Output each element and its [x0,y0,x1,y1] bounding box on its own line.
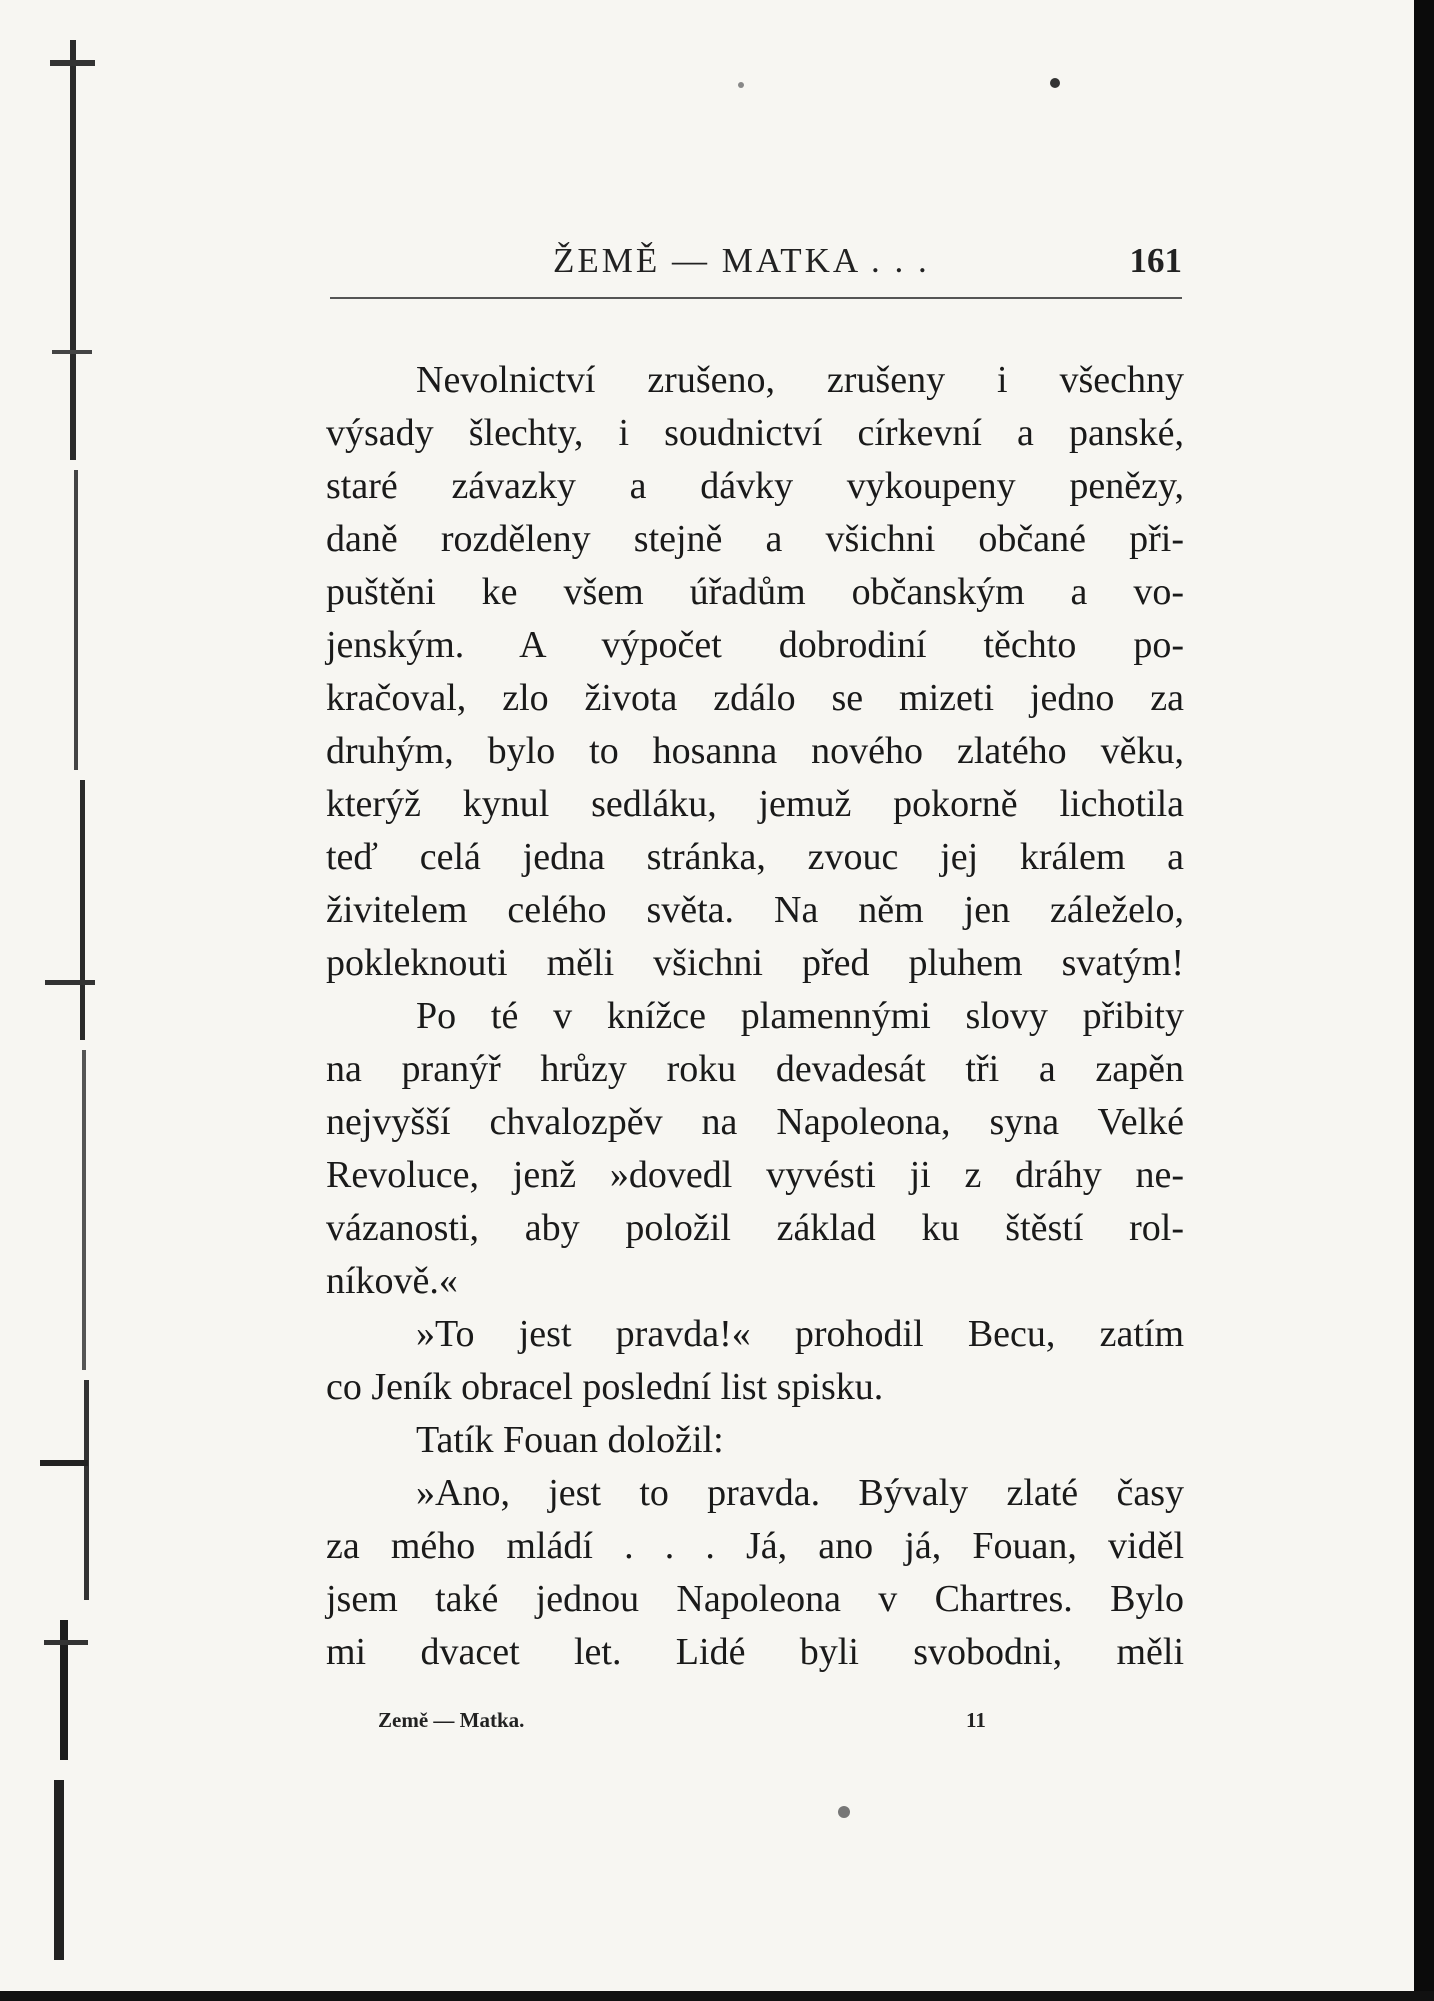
text-line: mi dvacet let. Lidé byli svobodni, měli [326,1631,1184,1673]
text-line: Nevolnictví zrušeno, zrušeny i všechny [416,359,1184,401]
text-line: za mého mládí . . . Já, ano já, Fouan, viděl [326,1525,1184,1567]
text-line: staré závazky a dávky vykoupeny penězy, [326,465,1184,507]
text-line: druhým, bylo to hosanna nového zlatého věku, [326,730,1184,772]
text-line: níkově.« [326,1260,458,1302]
text-line: živitelem celého světa. Na něm jen záleželo, [326,889,1184,931]
text-line: Tatík Fouan doložil: [416,1419,724,1461]
signature-number: 11 [966,1708,986,1732]
header-rule [330,297,1182,299]
text-line: kračoval, zlo života zdálo se mizeti jedno za [326,677,1184,719]
text-line: Po té v knížce plamennými slovy přibity [416,995,1184,1037]
running-head [330,235,1182,295]
scan-border-right [1414,0,1434,2001]
signature-mark: Země — Matka. [378,1708,525,1732]
text-line: výsady šlechty, i soudnictví církevní a panské, [326,412,1184,454]
body-text [326,354,1184,1679]
text-line: »To jest pravda!« prohodil Becu, zatím [416,1313,1184,1355]
text-line: jenským. A výpočet dobrodiní těchto po- [326,624,1184,666]
text-line: kterýž kynul sedláku, jemuž pokorně lichotila [326,783,1184,825]
running-title: ŽEMĚ — MATKA . . . [553,241,930,280]
text-line: nejvyšší chvalozpěv na Napoleona, syna Velké [326,1101,1184,1143]
text-line: teď celá jedna stránka, zvouc jej králem a [326,836,1184,878]
text-line: pokleknouti měli všichni před pluhem svatým! [326,942,1184,984]
binding-marks [40,20,110,1980]
ink-speck [838,1806,850,1818]
page-number: 161 [1129,241,1182,280]
text-line: puštěni ke všem úřadům občanským a vo- [326,571,1184,613]
text-line: co Jeník obracel poslední list spisku. [326,1366,884,1408]
text-line: na pranýř hrůzy roku devadesát tři a zapěn [326,1048,1184,1090]
ink-speck [1050,78,1060,88]
page-footer [378,1708,1018,1748]
text-line: Revoluce, jenž »dovedl vyvésti ji z dráhy ne- [326,1154,1184,1196]
scan-border-bottom [0,1991,1434,2001]
text-line: daně rozděleny stejně a všichni občané při- [326,518,1184,560]
text-line: vázanosti, aby položil základ ku štěstí rol- [326,1207,1184,1249]
text-line: »Ano, jest to pravda. Bývaly zlaté časy [416,1472,1184,1514]
ink-speck [738,82,744,88]
text-line: jsem také jednou Napoleona v Chartres. Bylo [326,1578,1184,1620]
